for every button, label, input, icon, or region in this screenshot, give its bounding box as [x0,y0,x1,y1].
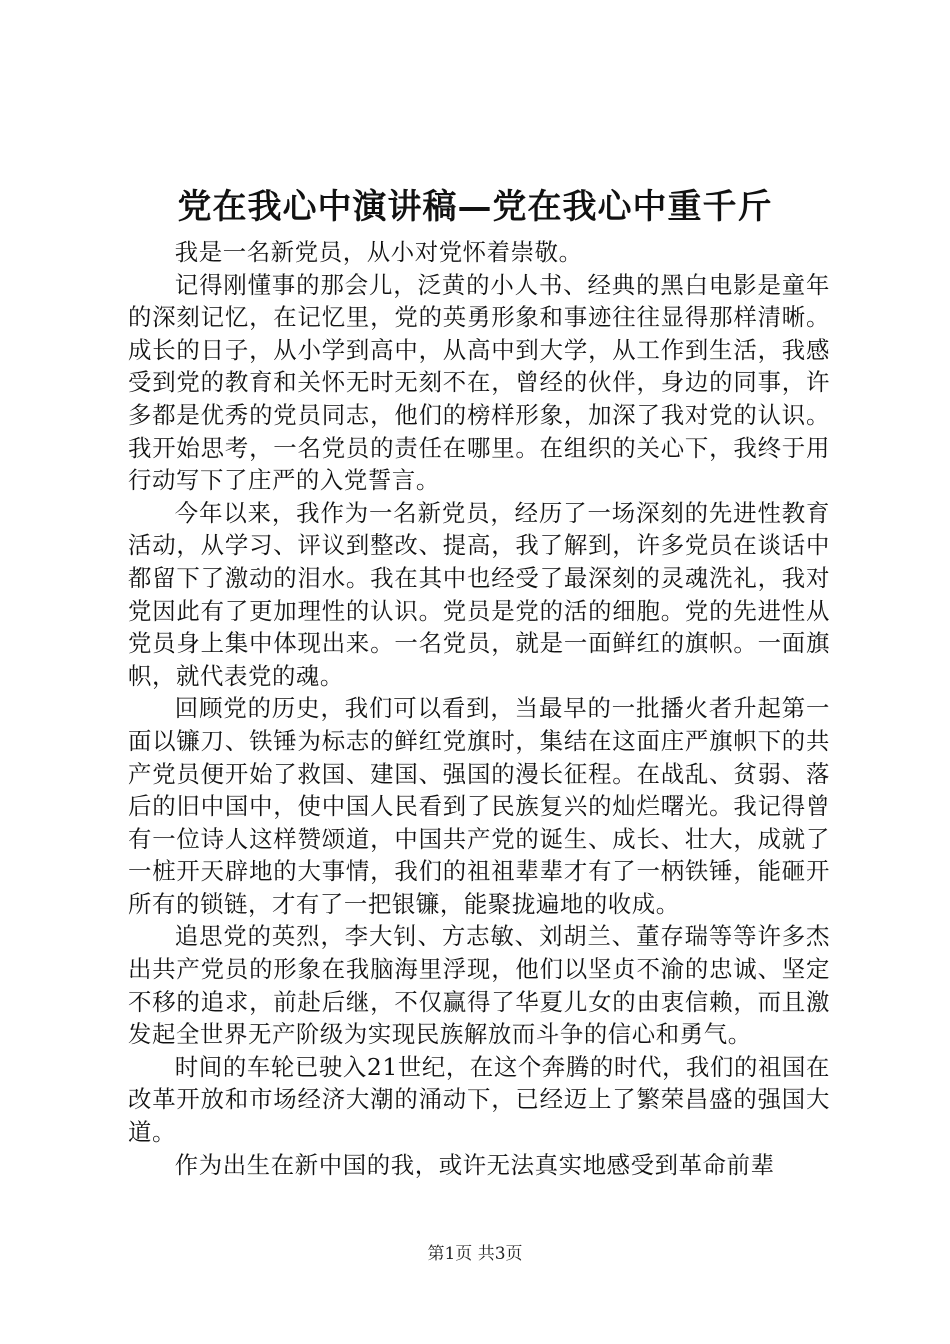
document-title: 党在我心中演讲稿—党在我心中重千斤 [177,187,773,227]
paragraph: 今年以来，我作为一名新党员，经历了一场深刻的先进性教育活动，从学习、评议到整改、提高，我了解到，许多党员在谈话中都留下了激动的泪水。我在其中也经受了最深刻的灵魂洗礼，我对党因此有了更加理性的认识。党员是党的活的细胞。党的先进性从党员身上集中体现出来。一名党员，就是一面鲜红的旗帜。一面旗帜，就代表党的魂。 [128,498,830,690]
document-body [128,236,830,1181]
page-number: 第1页 共3页 [427,1244,523,1264]
paragraph: 回顾党的历史，我们可以看到，当最早的一批播火者升起第一面以镰刀、铁锤为标志的鲜红党旗时，集结在这面庄严旗帜下的共产党员便开始了救国、建国、强国的漫长征程。在战乱、贫弱、落后的旧中国中，使中国人民看到了民族复兴的灿烂曙光。我记得曾有一位诗人这样赞颂道，中国共产党的诞生、成长、壮大，成就了一桩开天辟地的大事情，我们的祖祖辈辈才有了一柄铁锤，能砸开所有的锁链，才有了一把银镰，能聚拢遍地的收成。 [128,694,830,918]
paragraph: 记得刚懂事的那会儿，泛黄的小人书、经典的黑白电影是童年的深刻记忆，在记忆里，党的英勇形象和事迹往往显得那样清晰。成长的日子，从小学到高中，从高中到大学，从工作到生活，我感受到党的教育和关怀无时无刻不在，曾经的伙伴，身边的同事，许多都是优秀的党员同志，他们的榜样形象，加深了我对党的认识。我开始思考，一名党员的责任在哪里。在组织的关心下，我终于用行动写下了庄严的入党誓言。 [128,270,830,495]
paragraph: 时间的车轮已驶入21世纪，在这个奔腾的时代，我们的祖国在改革开放和市场经济大潮的涌动下，已经迈上了繁荣昌盛的强国大道。 [128,1052,830,1147]
paragraph: 作为出生在新中国的我，或许无法真实地感受到革命前辈 [174,1150,775,1179]
paragraph: 追思党的英烈，李大钊、方志敏、刘胡兰、董存瑞等等许多杰出共产党员的形象在我脑海里浮现，他们以坚贞不渝的忠诚、坚定不移的追求，前赴后继，不仅赢得了华夏儿女的由衷信赖，而且激发起全世界无产阶级为实现民族解放而斗争的信心和勇气。 [128,922,830,1049]
paragraph: 我是一名新党员，从小对党怀着崇敬。 [174,238,583,266]
